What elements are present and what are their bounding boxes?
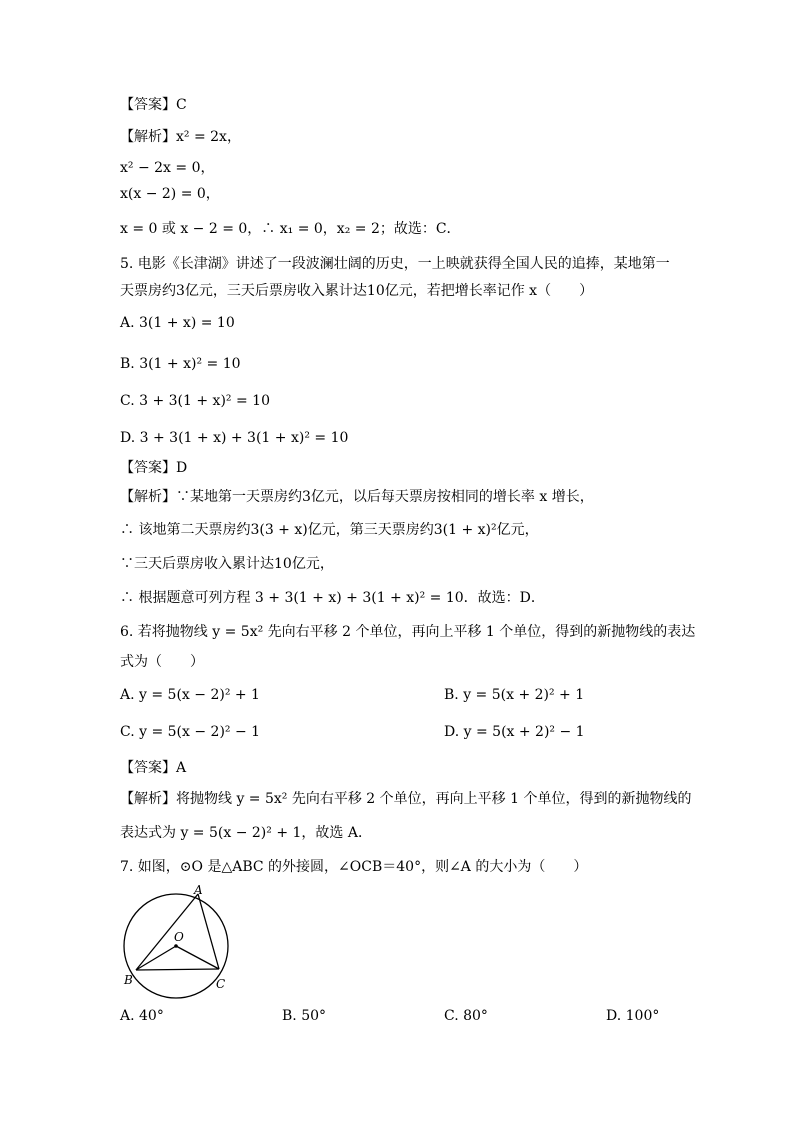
q5-analysis-3: ∵三天后票房收入累计达10亿元， (120, 556, 334, 572)
label-b: B (124, 973, 133, 987)
q5-option-b: B. 3(1 + x)² = 10 (120, 356, 241, 372)
q4-analysis: 【解析】x² = 2x， (120, 129, 241, 145)
q5-analysis-4: ∴ 根据题意可列方程 3 + 3(1 + x) + 3(1 + x)² = 10．故选：D． (120, 590, 545, 606)
q4-answer: 【答案】C (120, 97, 187, 113)
q6-stem-line-2: 式为（ ） (120, 654, 204, 670)
segment-oc (176, 946, 219, 969)
center-point (174, 944, 178, 948)
q7-option-c: C. 80° (444, 1008, 488, 1024)
segment-ob (136, 946, 176, 970)
label-a: A (194, 883, 203, 897)
q7-option-b: B. 50° (282, 1008, 327, 1024)
q6-option-c: C. y = 5(x − 2)² − 1 (120, 724, 261, 740)
label-o: O (174, 930, 184, 944)
side-bc (136, 969, 219, 970)
q6-analysis-2: 表达式为 y = 5(x − 2)² + 1，故选 A． (120, 825, 372, 841)
q7-circle-figure (114, 882, 244, 1000)
q5-stem-line-2: 天票房约3亿元，三天后票房收入累计达10亿元，若把增长率记作 x（ ） (120, 283, 594, 299)
q7-option-a: A. 40° (120, 1008, 164, 1024)
q4-step-2: x(x − 2) = 0， (120, 186, 220, 202)
q6-option-a: A. y = 5(x − 2)² + 1 (120, 687, 260, 703)
q5-option-d: D. 3 + 3(1 + x) + 3(1 + x)² = 10 (120, 430, 349, 446)
q5-stem-line-1: 5. 电影《长津湖》讲述了一段波澜壮阔的历史，一上映就获得全国人民的追捧，某地第一 (120, 256, 670, 272)
q6-answer: 【答案】A (120, 760, 187, 776)
q5-analysis-2: ∴ 该地第二天票房约3(3 + x)亿元，第三天票房约3(1 + x)²亿元， (120, 522, 539, 538)
side-ab (136, 894, 198, 970)
q6-option-d: D. y = 5(x + 2)² − 1 (444, 724, 585, 740)
q7-option-d: D. 100° (606, 1008, 660, 1024)
q5-analysis-1: 【解析】∵某地第一天票房约3亿元，以后每天票房按相同的增长率 x 增长， (120, 489, 594, 505)
q6-analysis-1: 【解析】将抛物线 y = 5x² 先向右平移 2 个单位，再向上平移 1 个单位，得到的新抛物线的 (120, 791, 692, 807)
label-c: C (216, 977, 226, 991)
q4-step-3: x = 0 或 x − 2 = 0，∴ x₁ = 0，x₂ = 2；故选：C． (120, 221, 461, 237)
q6-option-b: B. y = 5(x + 2)² + 1 (444, 687, 585, 703)
q6-stem-line-1: 6. 若将抛物线 y = 5x² 先向右平移 2 个单位，再向上平移 1 个单位，得到的新抛物线的表达 (120, 624, 696, 640)
q4-step-1: x² − 2x = 0， (120, 160, 215, 176)
q5-option-c: C. 3 + 3(1 + x)² = 10 (120, 393, 270, 409)
q7-stem: 7. 如图，⊙O 是△ABC 的外接圆，∠OCB＝40°，则∠A 的大小为（ ） (120, 859, 588, 875)
q5-answer: 【答案】D (120, 460, 188, 476)
q5-option-a: A. 3(1 + x) = 10 (120, 315, 235, 331)
